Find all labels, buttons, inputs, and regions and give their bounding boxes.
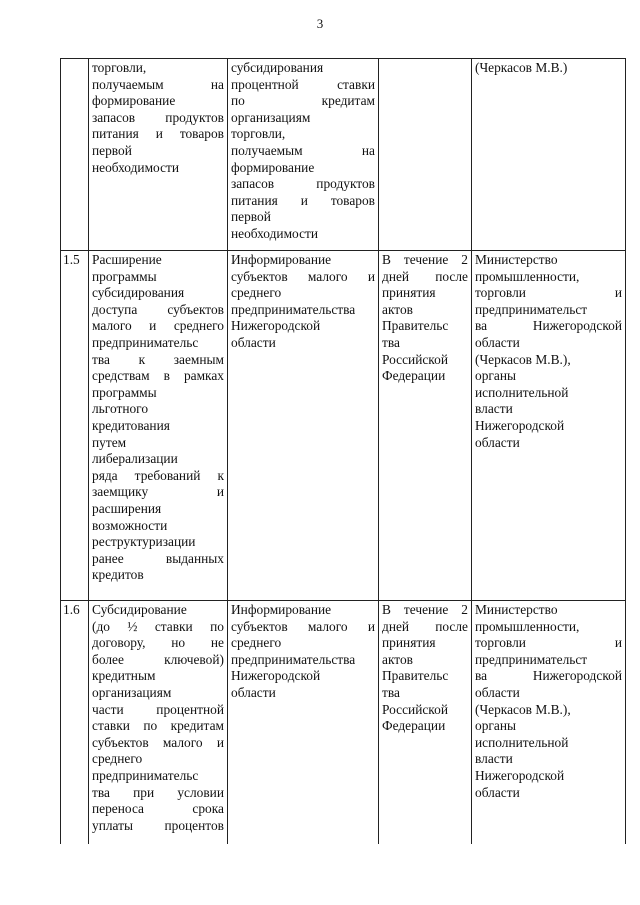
cell-line: Субсидирование (92, 602, 187, 617)
cell-line: среднего (231, 635, 282, 651)
cell-line: процентной ставки (231, 76, 375, 92)
cell-line: субсидирования (231, 60, 324, 75)
cell-line: исполнительной (475, 734, 569, 750)
cell-line: Информирование (231, 602, 332, 617)
cell-line: актов (382, 301, 413, 317)
cell-line: ранее выданных (92, 550, 224, 566)
mechanism-cell (228, 601, 379, 845)
cell-line: заемщику и (92, 484, 224, 500)
cell-line: кредитов (92, 567, 144, 583)
cell-line: Правительс (382, 318, 449, 334)
cell-line: возможности (92, 517, 168, 533)
cell-line: ставки по кредитам (92, 718, 224, 734)
cell-line: формирование (92, 93, 176, 109)
cell-line: более ключевой) (92, 651, 224, 667)
cell-line: формирование (231, 159, 315, 175)
cell-line: власти (475, 401, 513, 417)
cell-line: предпринимательства (231, 651, 356, 667)
responsible-cell (472, 251, 626, 601)
cell-line: организациям (231, 109, 311, 125)
row-number-cell (61, 59, 89, 251)
activity-cell (89, 251, 228, 601)
cell-line: получаемым на (231, 142, 375, 158)
cell-line: программы (92, 384, 157, 400)
cell-line: области (475, 434, 520, 450)
cell-line: получаемым на (92, 76, 224, 92)
cell-line: промышленности, (475, 268, 580, 284)
cell-line: организациям (92, 684, 172, 700)
cell-line: (Черкасов М.В.), (475, 351, 571, 367)
cell-line: предпринимательс (92, 767, 199, 783)
cell-line: кредитования (92, 417, 170, 433)
cell-line: органы (475, 718, 516, 734)
cell-line: области (475, 784, 520, 800)
mechanism-cell (228, 59, 379, 251)
page-number: 3 (316, 16, 324, 31)
cell-line: путем (92, 434, 127, 450)
cell-line: исполнительной (475, 384, 569, 400)
table-row (61, 59, 626, 251)
row-number-cell: 1.6 (61, 601, 89, 845)
cell-line: части процентной (92, 701, 224, 717)
cell-line: В течение 2 (382, 252, 468, 267)
cell-line: либерализации (92, 451, 178, 467)
cell-line: принятия (382, 285, 436, 301)
cell-line: необходимости (92, 159, 180, 175)
row-number-cell: 1.5 (61, 251, 89, 601)
cell-line: Министерство (475, 602, 558, 617)
cell-line: предпринимательства (231, 301, 356, 317)
term-cell (379, 59, 472, 251)
cell-line: Российской (382, 701, 448, 717)
cell-line: субъектов малого и (231, 618, 375, 634)
cell-line: субъектов малого и (92, 734, 224, 750)
cell-line: малого и среднего (92, 318, 224, 334)
cell-line: тва при условии (92, 784, 224, 800)
cell-line: торговли, (231, 126, 286, 142)
cell-line: предпринимательст (475, 301, 588, 317)
cell-line: расширения (92, 500, 162, 516)
measures-table (60, 58, 626, 844)
cell-line: торговли, (92, 60, 147, 75)
cell-line: доступа субъектов (92, 301, 224, 317)
responsible-cell (472, 59, 626, 251)
cell-line: тва (382, 334, 400, 350)
cell-line: Расширение (92, 252, 162, 267)
cell-line: дней после (382, 618, 468, 634)
cell-line: первой (92, 142, 132, 158)
cell-line: ва Нижегородской (475, 668, 622, 684)
cell-line: Нижегородской (475, 417, 565, 433)
cell-line: Федерации (382, 718, 446, 734)
cell-line: реструктуризации (92, 534, 196, 550)
cell-line: области (475, 334, 520, 350)
cell-line: принятия (382, 635, 436, 651)
cell-line: актов (382, 651, 413, 667)
cell-line: кредитным (92, 668, 156, 684)
cell-line: Российской (382, 351, 448, 367)
cell-line: тва (382, 684, 400, 700)
cell-line: (до ½ ставки по (92, 618, 224, 634)
cell-line: запасов продуктов (231, 176, 375, 192)
table-row (61, 601, 626, 845)
cell-line: договору, но не (92, 635, 224, 651)
responsible-cell (472, 601, 626, 845)
cell-line: области (231, 684, 276, 700)
cell-line: (Черкасов М.В.), (475, 701, 571, 717)
cell-line: необходимости (231, 225, 319, 241)
cell-line: Федерации (382, 368, 446, 384)
term-cell (379, 601, 472, 845)
term-cell (379, 251, 472, 601)
cell-line: первой (231, 209, 271, 225)
cell-line: Нижегородской (231, 668, 321, 684)
table-row (61, 251, 626, 601)
cell-line: предпринимательст (475, 651, 588, 667)
cell-line: власти (475, 751, 513, 767)
cell-line: дней после (382, 268, 468, 284)
cell-line: Нижегородской (475, 767, 565, 783)
cell-line: тва к заемным (92, 351, 224, 367)
cell-line: субъектов малого и (231, 268, 375, 284)
cell-line: Министерство (475, 252, 558, 267)
cell-line: субсидирования (92, 285, 185, 301)
cell-line: области (475, 684, 520, 700)
cell-line: уплаты процентов (92, 817, 224, 833)
cell-line: Информирование (231, 252, 332, 267)
cell-line: среднего (231, 285, 282, 301)
cell-line: питания и товаров (92, 126, 224, 142)
cell-line: по кредитам (231, 93, 375, 109)
cell-line: области (231, 334, 276, 350)
cell-line: среднего (92, 751, 143, 767)
cell-line: запасов продуктов (92, 109, 224, 125)
cell-line: промышленности, (475, 618, 580, 634)
cell-line: программы (92, 268, 157, 284)
cell-line: (Черкасов М.В.) (475, 60, 568, 75)
cell-line: органы (475, 368, 516, 384)
cell-line: торговли и (475, 635, 622, 651)
cell-line: питания и товаров (231, 192, 375, 208)
mechanism-cell (228, 251, 379, 601)
cell-line: льготного (92, 401, 149, 417)
cell-line: средствам в рамках (92, 368, 224, 384)
cell-line: Правительс (382, 668, 449, 684)
cell-line: торговли и (475, 285, 622, 301)
cell-line: ва Нижегородской (475, 318, 622, 334)
cell-line: ряда требований к (92, 467, 224, 483)
activity-cell (89, 601, 228, 845)
cell-line: предпринимательс (92, 334, 199, 350)
activity-cell (89, 59, 228, 251)
cell-line: Нижегородской (231, 318, 321, 334)
cell-line: В течение 2 (382, 602, 468, 617)
cell-line: переноса срока (92, 801, 224, 817)
